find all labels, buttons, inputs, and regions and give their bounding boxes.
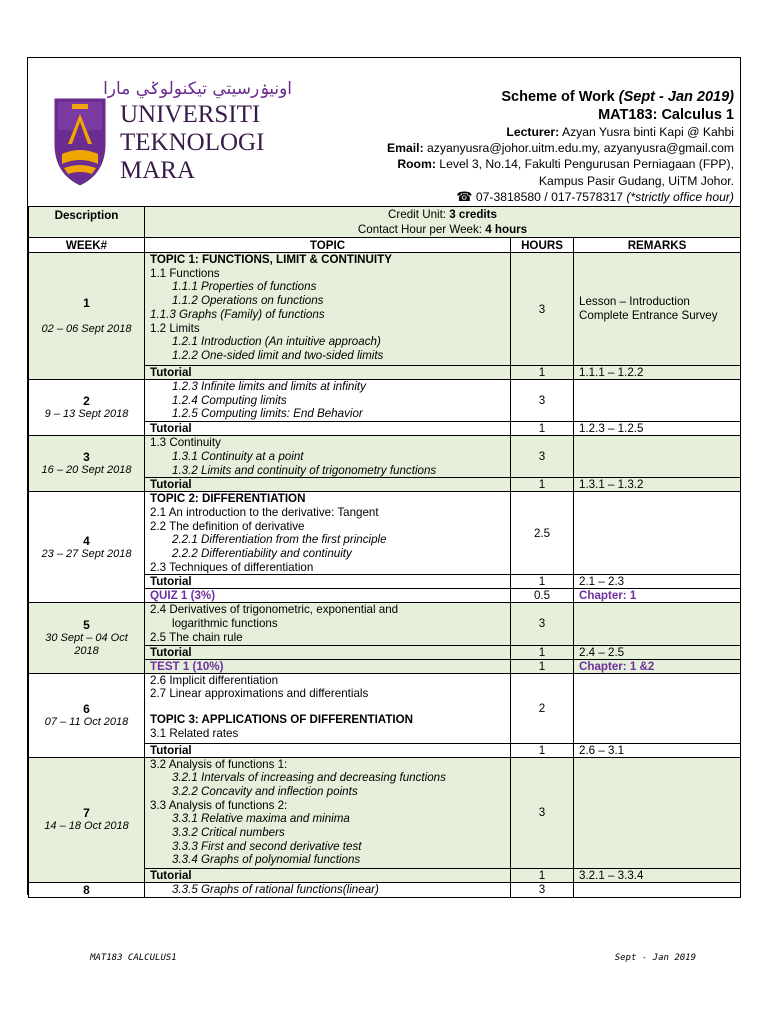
svg-text:UNIVERSITI: UNIVERSITI (120, 101, 261, 128)
footer-session: Sept - Jan 2019 (614, 953, 696, 963)
tutorial-row: Tutorial 1 3.2.1 – 3.3.4 (29, 868, 741, 882)
col-topic: TOPIC (145, 238, 511, 253)
lecturer-line: Lecturer: Azyan Yusra binti Kapi @ Kahbi (506, 125, 734, 139)
scheme-title: Scheme of Work (Sept - Jan 2019) (501, 89, 734, 105)
tutorial-row: Tutorial 1 1.2.3 – 1.2.5 (29, 422, 741, 436)
tutorial-row: Tutorial 1 1.3.1 – 1.3.2 (29, 478, 741, 492)
description-row (29, 207, 741, 238)
week-row: 2 9 – 13 Sept 2018 1.2.3 Infinite limits and limits at infinity 1.2.4 Computing limits 1.2.5 Computing limits: End Behavior 3 (29, 380, 741, 422)
quiz-row: QUIZ 1 (3%) 0.5 Chapter: 1 (29, 589, 741, 603)
topic-cell: 2.4 Derivatives of trigonometric, exponential and logarithmic functions 2.5 The chain rule (145, 603, 511, 645)
remarks-cell: Lesson – Introduction Complete Entrance Survey (574, 253, 741, 366)
topic-cell: 3.2 Analysis of functions 1: 3.2.1 Intervals of increasing and decreasing functions 3.2.2 Concavity and inflection points 3.3 Analysis of functions 2: 3.3.1 Relative maxima and minima 3.3.2 Critical numbers 3.3.3 First and second derivative test 3.3.4 Graphs of polynomial functions (145, 757, 511, 868)
test-row: TEST 1 (10%) 1 Chapter: 1 &2 (29, 659, 741, 673)
footer-course: MAT183 CALCULUS1 (90, 953, 177, 963)
col-hours: HOURS (511, 238, 574, 253)
week-cell: 1 02 – 06 Sept 2018 (29, 253, 145, 380)
email-line: Email: azyanyusra@johor.uitm.edu.my, azyanyusra@gmail.com (387, 141, 734, 156)
table-header-row (29, 238, 741, 253)
credit-info: Credit Unit: 3 credits Contact Hour per Week: 4 hours (145, 207, 741, 238)
tutorial-row: Tutorial 1 2.4 – 2.5 (29, 645, 741, 659)
week-cell: 8 (29, 882, 145, 897)
tutorial-row: Tutorial 1 1.1.1 – 1.2.2 (29, 366, 741, 380)
room-line-2: Kampus Pasir Gudang, UiTM Johor. (538, 173, 734, 188)
tutorial-row: Tutorial 1 2.6 – 3.1 (29, 743, 741, 757)
course-info (387, 88, 734, 205)
week-row: 6 07 – 11 Oct 2018 2.6 Implicit differentiation 2.7 Linear approximations and differentials TOPIC 3: APPLICATIONS OF DIFFERENTIATION 3.1 Related rates 2 (29, 673, 741, 743)
svg-text:TEKNOLOGI: TEKNOLOGI (120, 129, 265, 156)
topic-cell: 1.3 Continuity 1.3.1 Continuity at a point 1.3.2 Limits and continuity of trigonometry functions (145, 436, 511, 478)
topic-cell: TOPIC 1: FUNCTIONS, LIMIT & CONTINUITY 1.1 Functions 1.1.1 Properties of functions 1.1.2 Operations on functions 1.1.3 Graphs (Family) of functions 1.2 Limits 1.2.1 Introduction (An intuitive approach) 1.2.2 One-sided limit and two-sided limits (145, 253, 511, 366)
topic-cell: TOPIC 2: DIFFERENTIATION 2.1 An introduction to the derivative: Tangent 2.2 The definition of derivative 2.2.1 Differentiation from the first principle 2.2.2 Differentiability and continuity 2.3 Techniques of differentiation (145, 492, 511, 575)
svg-text:MARA: MARA (120, 157, 196, 184)
svg-text:اونيۏرسيتي تيکنولوݢي مارا: اونيۏرسيتي تيکنولوݢي مارا (103, 79, 292, 99)
room-line: Room: Level 3, No.14, Fakulti Pengurusan Perniagaan (FPP), (397, 157, 734, 172)
course-title: MAT183: Calculus 1 (598, 107, 734, 123)
week-row: 5 30 Sept – 04 Oct 2018 2.4 Derivatives of trigonometric, exponential and logarithmic functions 2.5 The chain rule 3 (29, 603, 741, 645)
col-week: WEEK# (29, 238, 145, 253)
week-row: 8 3.3.5 Graphs of rational functions(linear) 3 (29, 882, 741, 897)
scheme-of-work-page (27, 57, 741, 895)
topic-cell: 1.2.3 Infinite limits and limits at infinity 1.2.4 Computing limits 1.2.5 Computing limits: End Behavior (145, 380, 511, 422)
hours-cell: 3 (511, 253, 574, 366)
week-row: 7 14 – 18 Oct 2018 3.2 Analysis of functions 1: 3.2.1 Intervals of increasing and decreasing functions 3.2.2 Concavity and inflection points 3.3 Analysis of functions 2: 3.3.1 Relative maxima and minima 3.3.2 Critical numbers 3.3.3 First and second derivative test 3.3.4 Graphs of polynomial functions 3 (29, 757, 741, 868)
week-cell: 7 14 – 18 Oct 2018 (29, 757, 145, 882)
document-header (28, 58, 740, 206)
phone-line: ☎ 07-3818580 / 017-7578317 (*strictly office hour) (456, 188, 734, 204)
week-cell: 6 07 – 11 Oct 2018 (29, 673, 145, 757)
week-cell: 3 16 – 20 Sept 2018 (29, 436, 145, 492)
schedule-table (28, 206, 741, 898)
week-row: 4 23 – 27 Sept 2018 TOPIC 2: DIFFERENTIATION 2.1 An introduction to the derivative: Tangent 2.2 The definition of derivative 2.2.1 Differentiation from the first principle 2.2.2 Differentiability and continuity 2.3 Techniques of differentiation 2.5 (29, 492, 741, 575)
uitm-logo (44, 74, 294, 190)
col-remarks: REMARKS (574, 238, 741, 253)
week-row (29, 253, 741, 366)
telephone-icon: ☎ (456, 188, 473, 204)
week-cell: 4 23 – 27 Sept 2018 (29, 492, 145, 603)
week-row: 3 16 – 20 Sept 2018 1.3 Continuity 1.3.1 Continuity at a point 1.3.2 Limits and continuity of trigonometry functions 3 (29, 436, 741, 478)
week-cell: 5 30 Sept – 04 Oct 2018 (29, 603, 145, 673)
week-cell: 2 9 – 13 Sept 2018 (29, 380, 145, 436)
topic-cell: 2.6 Implicit differentiation 2.7 Linear approximations and differentials TOPIC 3: APPLICATIONS OF DIFFERENTIATION 3.1 Related rates (145, 673, 511, 743)
description-label: Description (29, 207, 145, 238)
topic-cell: 3.3.5 Graphs of rational functions(linear) (145, 882, 511, 897)
tutorial-row: Tutorial 1 2.1 – 2.3 (29, 575, 741, 589)
